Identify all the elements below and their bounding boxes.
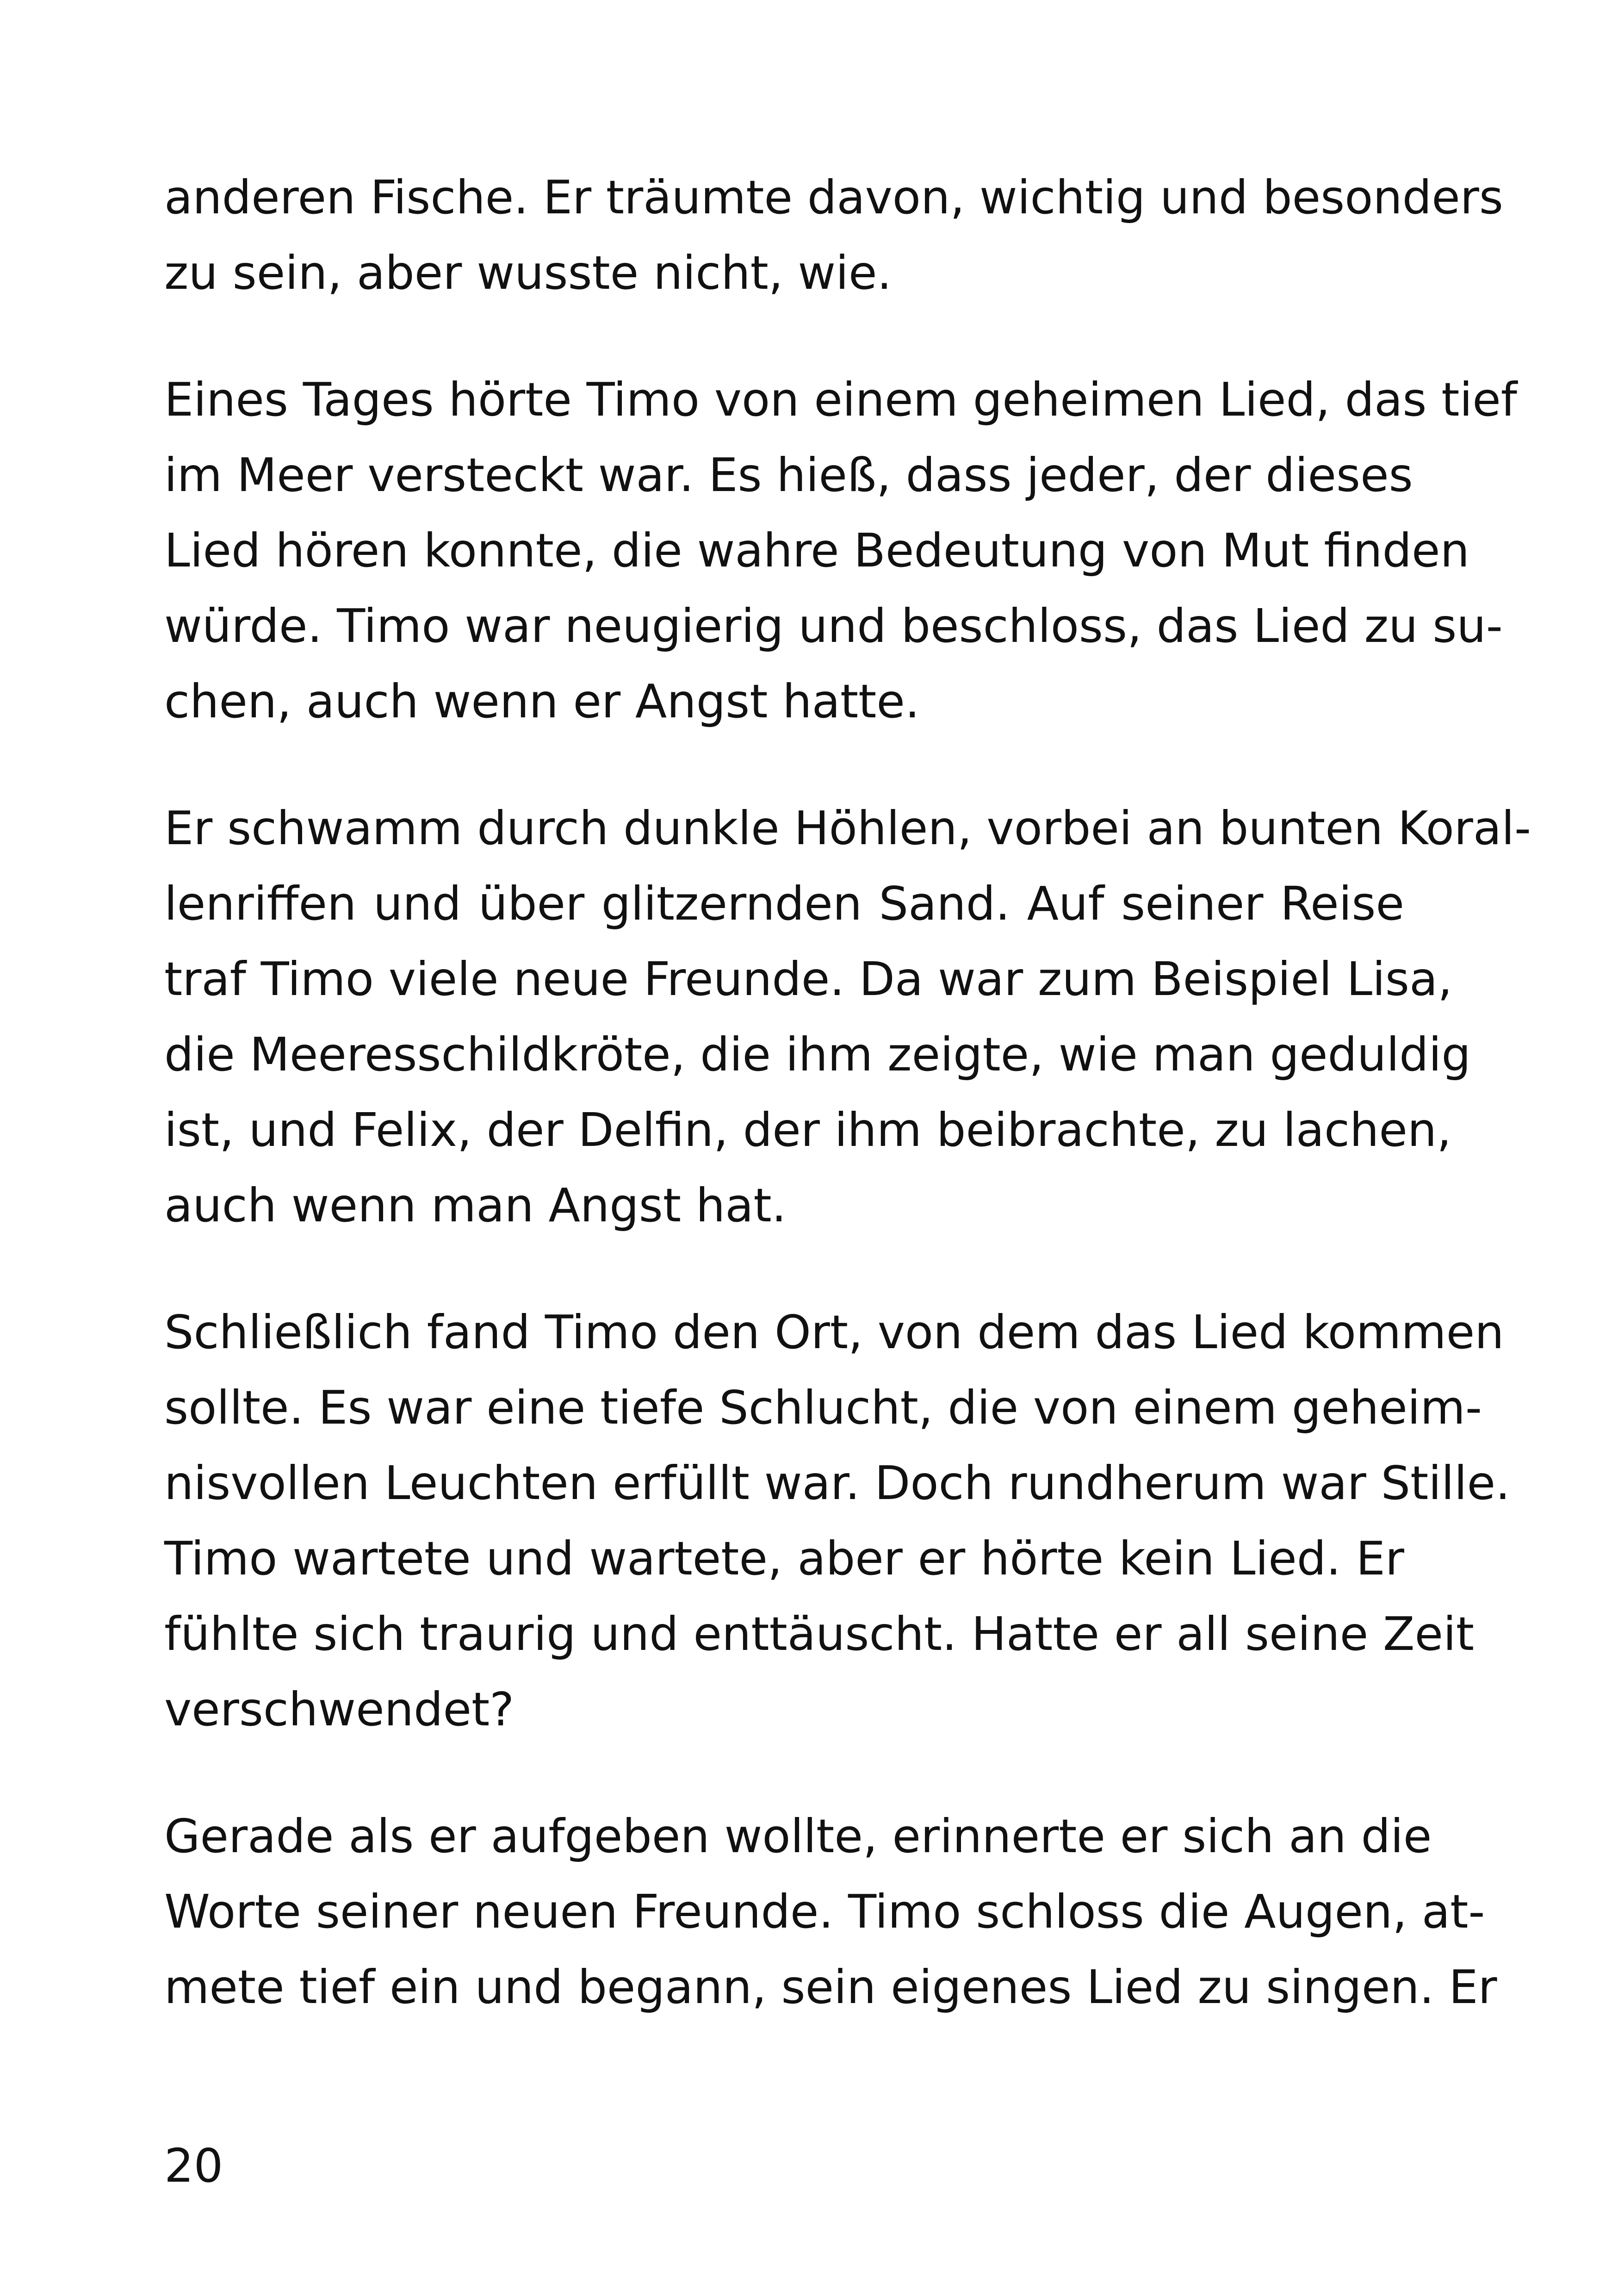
- text-line: Lied hören konnte, die wahre Bedeutung von Mut finden: [164, 523, 1469, 578]
- text-line: Gerade als er aufgeben wollte, erinnerte er sich an die: [164, 1809, 1432, 1863]
- text-line: chen, auch wenn er Angst hatte.: [164, 674, 920, 728]
- text-line: Schließlich fand Timo den Ort, von dem das Lied kommen: [164, 1305, 1504, 1359]
- paragraph-4: [164, 1294, 1510, 1747]
- page-number: 20: [164, 2139, 223, 2193]
- text-line: lenriffen und über glitzernden Sand. Auf seiner Reise: [164, 877, 1404, 931]
- text-line: Er schwamm durch dunkle Höhlen, vorbei an bunten Koral-: [164, 801, 1531, 855]
- text-line: zu sein, aber wusste nicht, wie.: [164, 246, 892, 300]
- paragraph-5: [164, 1798, 1497, 2025]
- paragraph-1: [164, 160, 1503, 311]
- story-text: [164, 160, 1531, 2076]
- text-line: fühlte sich traurig und enttäuscht. Hatte er all seine Zeit: [164, 1607, 1475, 1661]
- text-line: auch wenn man Angst hat.: [164, 1178, 787, 1232]
- text-line: die Meeresschildkröte, die ihm zeigte, wie man geduldig: [164, 1027, 1471, 1082]
- paragraph-2: [164, 362, 1517, 739]
- text-line: ist, und Felix, der Delfin, der ihm beibrachte, zu lachen,: [164, 1103, 1452, 1157]
- text-line: Worte seiner neuen Freunde. Timo schloss die Augen, at-: [164, 1885, 1485, 1939]
- text-line: würde. Timo war neugierig und beschloss, das Lied zu su-: [164, 599, 1503, 653]
- text-line: anderen Fische. Er träumte davon, wichtig und besonders: [164, 170, 1503, 224]
- text-line: verschwendet?: [164, 1682, 515, 1736]
- text-line: im Meer versteckt war. Es hieß, dass jeder, der dieses: [164, 448, 1413, 502]
- text-line: traf Timo viele neue Freunde. Da war zum Beispiel Lisa,: [164, 952, 1453, 1006]
- text-line: nisvollen Leuchten erfüllt war. Doch rundherum war Stille.: [164, 1456, 1510, 1510]
- text-line: Eines Tages hörte Timo von einem geheimen Lied, das tief: [164, 373, 1517, 427]
- text-line: mete tief ein und begann, sein eigenes Lied zu singen. Er: [164, 1960, 1497, 2014]
- text-line: Timo wartete und wartete, aber er hörte kein Lied. Er: [164, 1531, 1404, 1586]
- paragraph-3: [164, 790, 1531, 1243]
- text-line: sollte. Es war eine tiefe Schlucht, die von einem geheim-: [164, 1381, 1482, 1435]
